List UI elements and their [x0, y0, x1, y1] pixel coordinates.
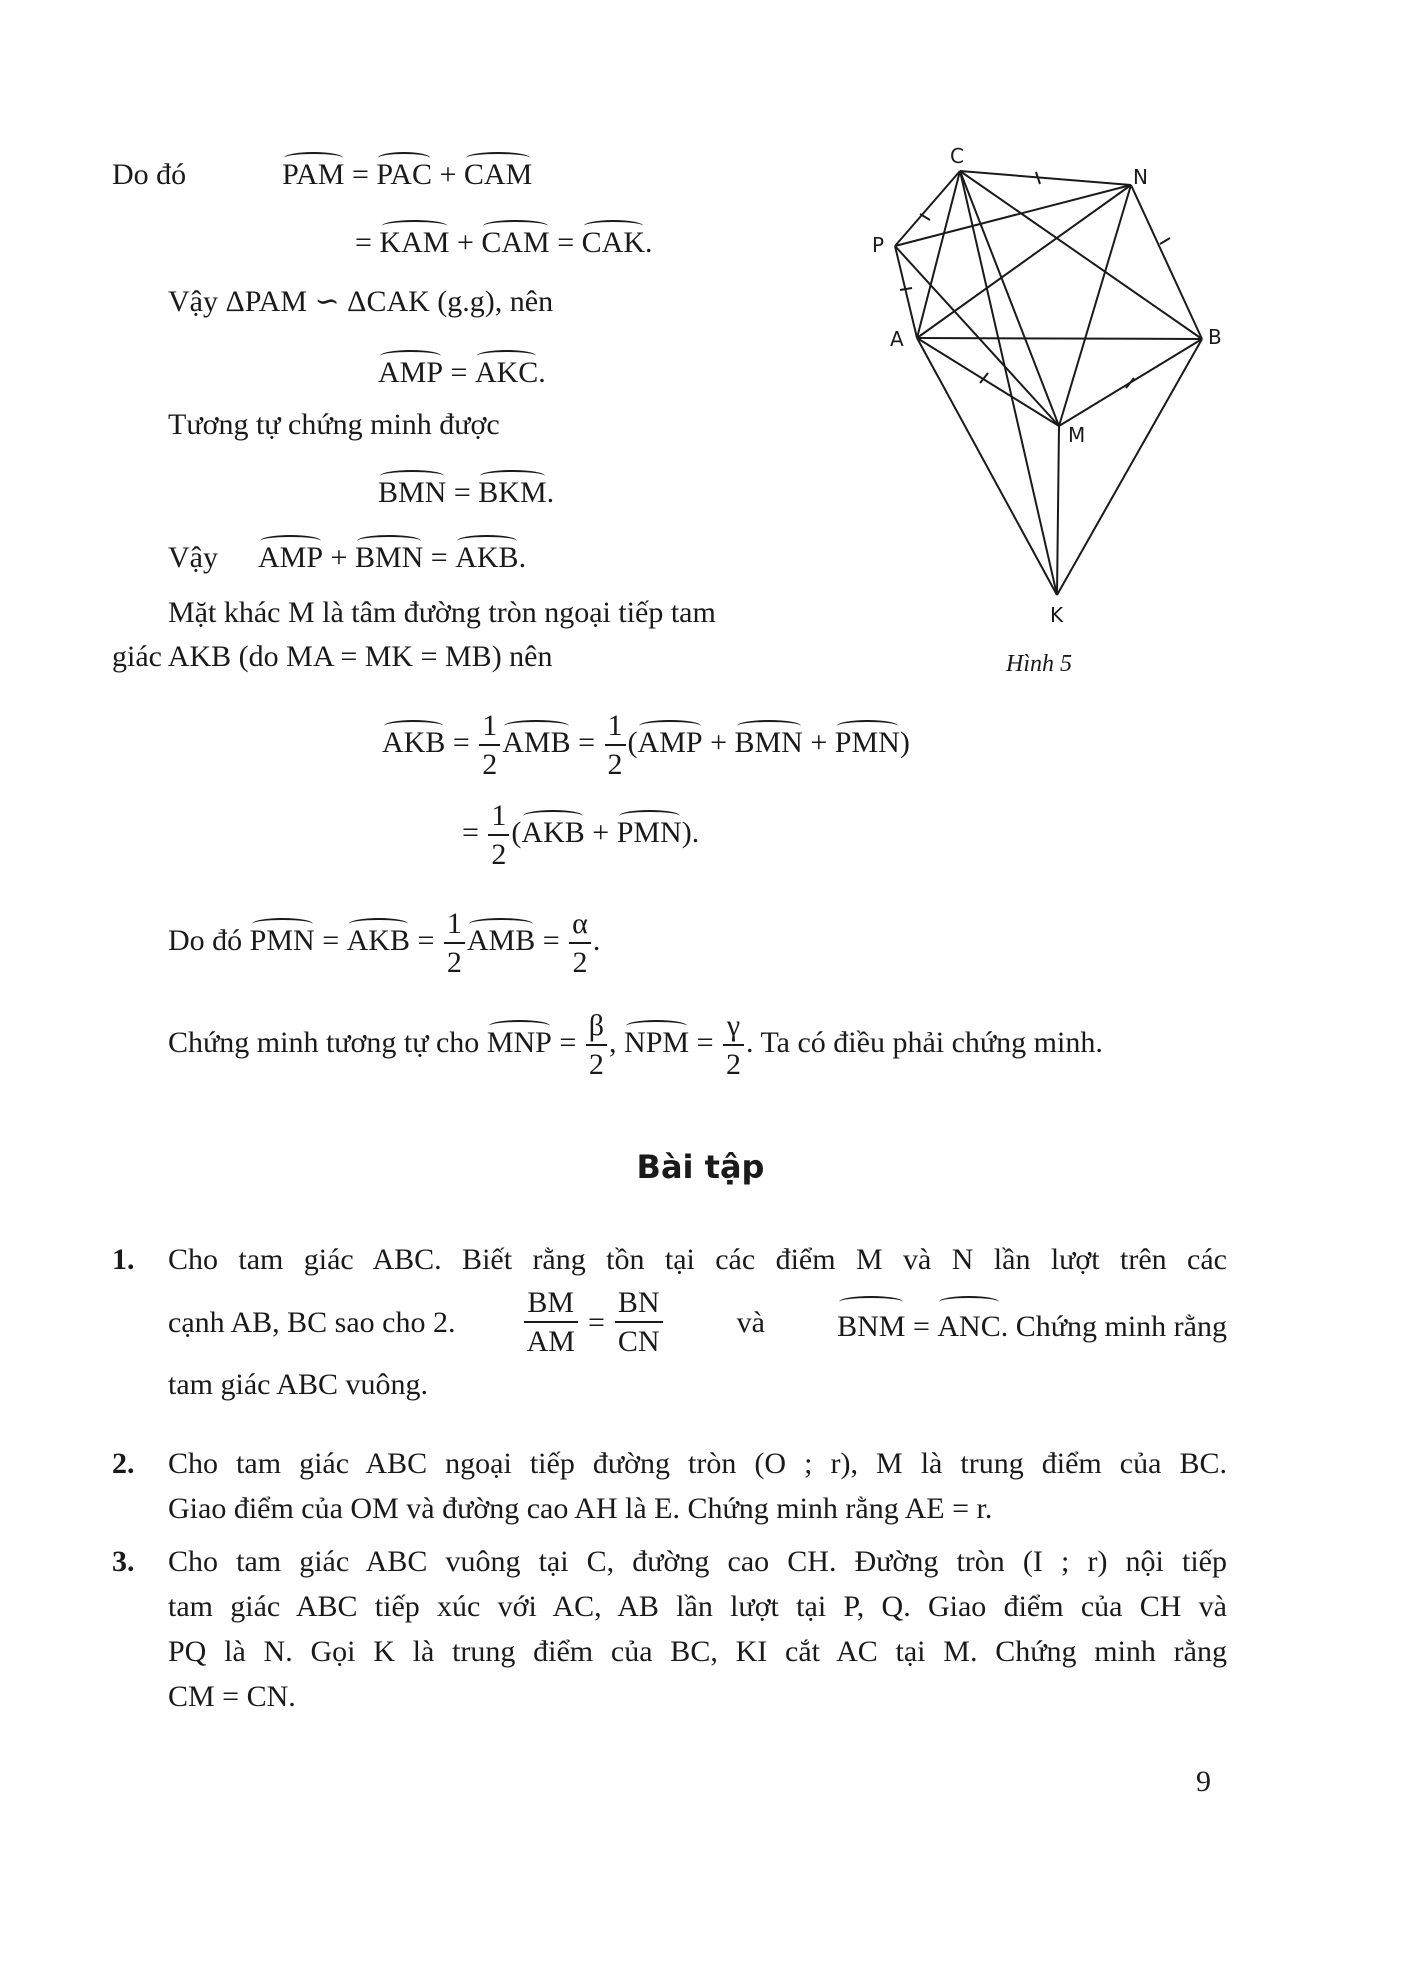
fraction-half: $\frac{1}{2}$ — [488, 800, 509, 870]
arc-pmn: PMN — [835, 720, 900, 758]
arc-cam: CAM — [464, 152, 532, 190]
arc-cam-2: CAM — [481, 220, 549, 258]
fraction-beta-half: $\frac{\beta}{2}$ — [586, 1010, 607, 1080]
arc-cak: CAK — [582, 220, 645, 258]
proof-line-12: Do đó PMN = AKB = $\frac{1}{2}$ AMB = $\frac{\alpha}{2}$ . — [168, 907, 601, 979]
proof-line-4: AMP = AKC. — [378, 350, 546, 388]
label-m: M — [1068, 423, 1086, 447]
arc-bkm: BKM — [478, 470, 546, 508]
fraction-half: $\frac{1}{2}$ — [444, 908, 465, 978]
proof-line-5: Tương tự chứng minh được — [168, 408, 500, 441]
page-number: 9 — [1196, 1765, 1211, 1798]
arc-amb: AMB — [502, 720, 570, 758]
label-c: C — [950, 144, 964, 168]
arc-pam: PAM — [282, 152, 344, 190]
exercise-number: 1. — [112, 1243, 135, 1276]
exercise-number: 3. — [112, 1545, 135, 1578]
proof-line-1: Do đó PAM = PAC + CAM — [112, 152, 532, 190]
tick-marks — [900, 172, 1170, 388]
proof-line-7: Vậy AMP + BMN = AKB. — [168, 535, 526, 573]
proof-line-13: Chứng minh tương tự cho MNP = $\frac{\beta}{2}$ , NPM = $\frac{\gamma}{2}$ . Ta có điều phải chứng minh. — [168, 1009, 1103, 1081]
arc-bmn-2: BMN — [355, 535, 423, 573]
fraction-alpha-half: $\frac{\alpha}{2}$ — [569, 908, 591, 978]
proof-line-6: BMN = BKM. — [378, 470, 554, 508]
proof-line-8: Mặt khác M là tâm đường tròn ngoại tiếp tam — [168, 596, 716, 629]
exercise-2: 2. Cho tam giác ABC ngoại tiếp đường tròn (O ; r), M là trung điểm của BC. Giao điểm của OM và đường cao AH là E. Chứng minh rằng AE = r. — [112, 1441, 1227, 1531]
arc-kam: KAM — [379, 220, 449, 258]
arc-bnm: BNM — [837, 1296, 905, 1349]
arc-anc: ANC — [937, 1296, 1000, 1349]
fraction-half: $\frac{1}{2}$ — [605, 710, 626, 780]
arc-npm: NPM — [624, 1020, 689, 1058]
proof-line-3: Vậy ΔPAM ∽ ΔCAK (g.g), nên — [168, 285, 554, 318]
exercise-1-line-2: cạnh AB, BC sao cho 2. $\frac{BM}{AM}$ = $\frac{BN}{CN}$ và BNM = ANC. Chứng minh rằng — [168, 1286, 1227, 1358]
exercise-1: 1. Cho tam giác ABC. Biết rằng tồn tại các điểm M và N lần lượt trên các cạnh AB, BC sao cho 2. $\frac{BM}{AM}$ = $\frac{BN}{CN}$ và BNM = ANC. Chứng minh rằng tam giác ABC vuông. — [112, 1237, 1227, 1407]
arc-mnp: MNP — [487, 1020, 552, 1058]
arc-pac: PAC — [376, 152, 432, 190]
figure-lines — [895, 171, 1202, 595]
fraction-bn-cn: $\frac{BN}{CN}$ — [615, 1287, 663, 1357]
fraction-bm-am: $\frac{BM}{AM}$ — [524, 1287, 578, 1357]
proof-line-9: giác AKB (do MA = MK = MB) nên — [112, 640, 553, 673]
exercise-3: 3. Cho tam giác ABC vuông tại C, đường cao CH. Đường tròn (I ; r) nội tiếp tam giác ABC tiếp xúc với AC, AB lần lượt tại P, Q. Giao điểm của CH và PQ là N. Gọi K là trung điểm của BC, KI cắt AC tại M. Chứng minh rằng CM = CN. — [112, 1539, 1227, 1719]
figure-caption: Hình 5 — [1006, 651, 1072, 677]
label-k: K — [1050, 603, 1064, 627]
section-title: Bài tập — [636, 1148, 765, 1186]
geometry-figure — [860, 135, 1240, 635]
fraction-half: $\frac{1}{2}$ — [479, 710, 500, 780]
arc-amp-2: AMP — [258, 535, 323, 573]
label-p: P — [872, 233, 885, 257]
label-a: A — [890, 327, 904, 351]
arc-amp: AMP — [378, 350, 443, 388]
label-n: N — [1133, 165, 1148, 189]
proof-line-10: AKB = $\frac{1}{2}$ AMB = $\frac{1}{2}$ (AMP + BMN + PMN) — [382, 709, 910, 781]
exercise-number: 2. — [112, 1447, 135, 1480]
arc-akb: AKB — [455, 535, 518, 573]
label-b: B — [1208, 325, 1222, 349]
arc-bmn: BMN — [378, 470, 446, 508]
fraction-gamma-half: $\frac{\gamma}{2}$ — [723, 1010, 744, 1080]
arc-akc: AKC — [475, 350, 538, 388]
proof-line-2: = KAM + CAM = CAK. — [355, 220, 652, 258]
proof-line-11: = $\frac{1}{2}$ (AKB + PMN). — [462, 799, 700, 871]
